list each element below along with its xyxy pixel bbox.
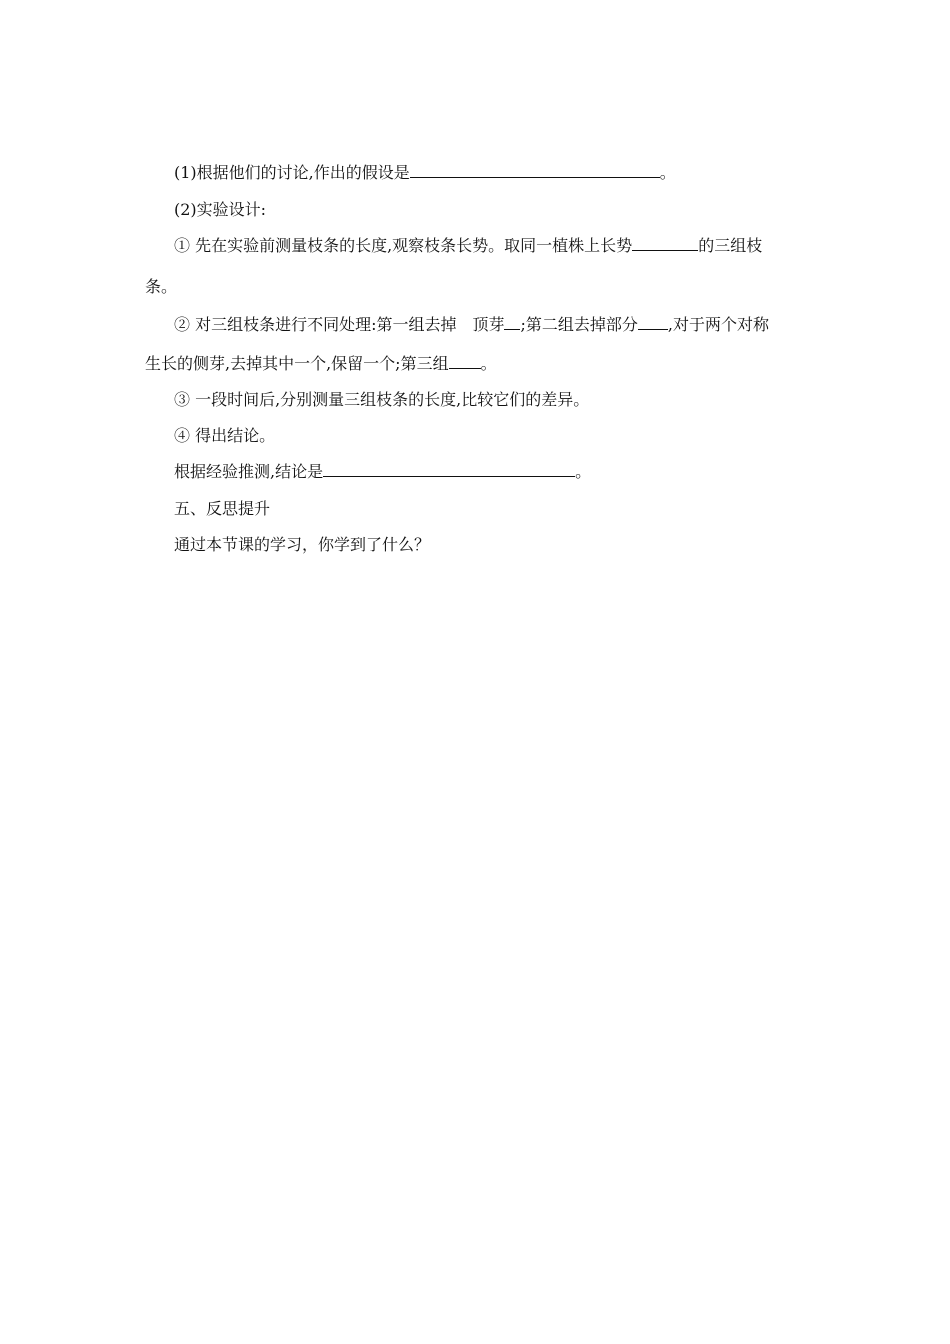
step-2-cont-text: 生长的侧芽,去掉其中一个,保留一个;第三组 bbox=[145, 354, 449, 373]
step-2-continuation bbox=[145, 353, 497, 375]
step-4: ④ 得出结论。 bbox=[174, 426, 276, 445]
reflection-question: 通过本节课的学习，你学到了什么？ bbox=[174, 535, 431, 554]
step-2-text-end: ,对于两个对称 bbox=[667, 315, 769, 334]
step-2-blank-3[interactable] bbox=[449, 353, 481, 369]
step-1 bbox=[174, 235, 762, 257]
hypothesis-prompt: (1)根据他们的讨论,作出的假设是 bbox=[174, 163, 410, 182]
conclusion-end: 。 bbox=[575, 462, 592, 481]
section-heading-reflection: 五、反思提升 bbox=[174, 499, 271, 518]
step-2-blank-1[interactable] bbox=[504, 314, 520, 330]
step-1-text: ① 先在实验前测量枝条的长度,观察枝条长势。取同一植株上长势 bbox=[174, 236, 633, 255]
step-1-continuation: 条。 bbox=[145, 277, 178, 296]
experiment-design-heading: (2)实验设计: bbox=[174, 200, 267, 219]
step-2-blank-2[interactable] bbox=[638, 314, 668, 330]
step-1-text-end: 的三组枝 bbox=[698, 236, 763, 255]
conclusion-question bbox=[174, 461, 591, 483]
step-3: ③ 一段时间后,分别测量三组枝条的长度,比较它们的差异。 bbox=[174, 390, 590, 409]
step-1-blank[interactable] bbox=[632, 235, 698, 251]
hypothesis-end: 。 bbox=[659, 163, 676, 182]
hypothesis-question bbox=[174, 162, 676, 184]
step-2-cont-end: 。 bbox=[480, 354, 497, 373]
step-2-text: ② 对三组枝条进行不同处理:第一组去掉 顶芽 bbox=[174, 315, 505, 334]
conclusion-blank[interactable] bbox=[323, 461, 575, 477]
hypothesis-blank[interactable] bbox=[410, 162, 660, 178]
step-2 bbox=[174, 314, 769, 336]
step-2-text-mid: ;第二组去掉部分 bbox=[520, 315, 638, 334]
conclusion-prompt: 根据经验推测,结论是 bbox=[174, 462, 324, 481]
